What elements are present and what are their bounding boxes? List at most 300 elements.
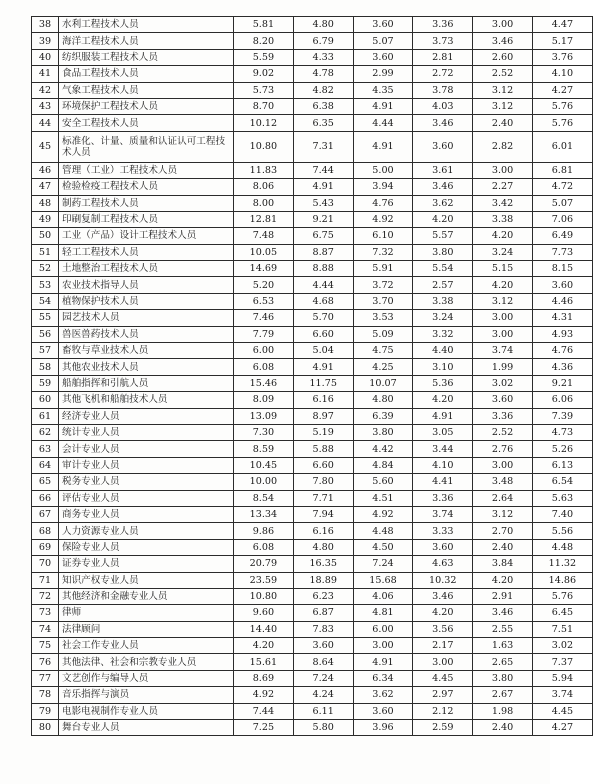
value-cell: 4.91 xyxy=(293,359,353,375)
value-cell: 3.00 xyxy=(413,654,473,670)
value-cell: 4.92 xyxy=(234,687,294,703)
value-cell: 3.24 xyxy=(413,310,473,326)
value-cell: 4.24 xyxy=(293,687,353,703)
row-number: 45 xyxy=(32,131,59,162)
occupation-name: 安全工程技术人员 xyxy=(59,115,234,131)
value-cell: 7.83 xyxy=(293,621,353,637)
value-cell: 4.20 xyxy=(234,638,294,654)
occupation-name: 会计专业人员 xyxy=(59,441,234,457)
table-row xyxy=(32,556,593,572)
value-cell: 2.40 xyxy=(473,720,533,736)
value-cell: 7.39 xyxy=(532,408,592,424)
row-number: 70 xyxy=(32,556,59,572)
value-cell: 5.57 xyxy=(413,228,473,244)
value-cell: 3.36 xyxy=(413,17,473,33)
value-cell: 3.46 xyxy=(473,33,533,49)
value-cell: 13.34 xyxy=(234,506,294,522)
table-row xyxy=(32,162,593,178)
occupation-name: 人力资源专业人员 xyxy=(59,523,234,539)
value-cell: 4.41 xyxy=(413,474,473,490)
value-cell: 4.92 xyxy=(353,211,413,227)
value-cell: 13.09 xyxy=(234,408,294,424)
value-cell: 10.12 xyxy=(234,115,294,131)
table-row xyxy=(32,33,593,49)
value-cell: 1.63 xyxy=(473,638,533,654)
value-cell: 3.46 xyxy=(413,179,473,195)
value-cell: 2.40 xyxy=(473,539,533,555)
row-number: 76 xyxy=(32,654,59,670)
row-number: 78 xyxy=(32,687,59,703)
value-cell: 3.00 xyxy=(473,326,533,342)
value-cell: 5.04 xyxy=(293,343,353,359)
occupation-name: 知识产权专业人员 xyxy=(59,572,234,588)
table-row xyxy=(32,703,593,719)
value-cell: 3.60 xyxy=(532,277,592,293)
table-row xyxy=(32,310,593,326)
occupation-name: 其他经济和金融专业人员 xyxy=(59,588,234,604)
row-number: 71 xyxy=(32,572,59,588)
value-cell: 23.59 xyxy=(234,572,294,588)
value-cell: 2.57 xyxy=(413,277,473,293)
table-row xyxy=(32,490,593,506)
value-cell: 5.70 xyxy=(293,310,353,326)
value-cell: 8.00 xyxy=(234,195,294,211)
value-cell: 14.69 xyxy=(234,261,294,277)
value-cell: 20.79 xyxy=(234,556,294,572)
value-cell: 3.48 xyxy=(473,474,533,490)
value-cell: 2.72 xyxy=(413,66,473,82)
occupation-name: 园艺技术人员 xyxy=(59,310,234,326)
value-cell: 8.87 xyxy=(293,244,353,260)
row-number: 41 xyxy=(32,66,59,82)
value-cell: 3.70 xyxy=(353,293,413,309)
value-cell: 3.74 xyxy=(413,506,473,522)
value-cell: 5.54 xyxy=(413,261,473,277)
value-cell: 3.12 xyxy=(473,293,533,309)
value-cell: 6.00 xyxy=(353,621,413,637)
value-cell: 4.48 xyxy=(353,523,413,539)
value-cell: 6.01 xyxy=(532,131,592,162)
value-cell: 5.00 xyxy=(353,162,413,178)
value-cell: 14.40 xyxy=(234,621,294,637)
occupation-name: 工业（产品）设计工程技术人员 xyxy=(59,228,234,244)
value-cell: 10.80 xyxy=(234,131,294,162)
value-cell: 4.20 xyxy=(473,572,533,588)
value-cell: 9.02 xyxy=(234,66,294,82)
value-cell: 7.46 xyxy=(234,310,294,326)
value-cell: 3.36 xyxy=(473,408,533,424)
value-cell: 8.64 xyxy=(293,654,353,670)
row-number: 74 xyxy=(32,621,59,637)
occupation-name: 食品工程技术人员 xyxy=(59,66,234,82)
row-number: 43 xyxy=(32,98,59,114)
occupation-name: 水利工程技术人员 xyxy=(59,17,234,33)
table-row xyxy=(32,588,593,604)
value-cell: 10.80 xyxy=(234,588,294,604)
row-number: 52 xyxy=(32,261,59,277)
value-cell: 4.20 xyxy=(473,228,533,244)
value-cell: 4.06 xyxy=(353,588,413,604)
value-cell: 3.46 xyxy=(413,115,473,131)
value-cell: 3.60 xyxy=(353,17,413,33)
table-row xyxy=(32,131,593,162)
value-cell: 4.80 xyxy=(293,17,353,33)
value-cell: 4.75 xyxy=(353,343,413,359)
value-cell: 3.05 xyxy=(413,424,473,440)
row-number: 59 xyxy=(32,375,59,391)
value-cell: 8.54 xyxy=(234,490,294,506)
value-cell: 5.94 xyxy=(532,670,592,686)
table-row xyxy=(32,277,593,293)
value-cell: 3.73 xyxy=(413,33,473,49)
value-cell: 3.12 xyxy=(473,82,533,98)
occupation-name: 商务专业人员 xyxy=(59,506,234,522)
value-cell: 5.76 xyxy=(532,588,592,604)
value-cell: 3.46 xyxy=(473,605,533,621)
value-cell: 4.80 xyxy=(353,392,413,408)
value-cell: 4.45 xyxy=(413,670,473,686)
occupation-name: 审计专业人员 xyxy=(59,457,234,473)
occupation-name: 轻工工程技术人员 xyxy=(59,244,234,260)
row-number: 63 xyxy=(32,441,59,457)
value-cell: 4.45 xyxy=(532,703,592,719)
value-cell: 8.15 xyxy=(532,261,592,277)
value-cell: 11.75 xyxy=(293,375,353,391)
occupation-name: 植物保护技术人员 xyxy=(59,293,234,309)
row-number: 55 xyxy=(32,310,59,326)
table-row xyxy=(32,720,593,736)
value-cell: 2.17 xyxy=(413,638,473,654)
value-cell: 6.60 xyxy=(293,457,353,473)
occupation-name: 文艺创作与编导人员 xyxy=(59,670,234,686)
value-cell: 3.10 xyxy=(413,359,473,375)
table-row xyxy=(32,539,593,555)
table-row xyxy=(32,228,593,244)
table-row xyxy=(32,49,593,65)
table-row xyxy=(32,408,593,424)
value-cell: 7.73 xyxy=(532,244,592,260)
occupation-name: 土地整治工程技术人员 xyxy=(59,261,234,277)
value-cell: 4.20 xyxy=(413,211,473,227)
value-cell: 4.76 xyxy=(353,195,413,211)
table-row xyxy=(32,98,593,114)
value-cell: 5.09 xyxy=(353,326,413,342)
value-cell: 4.42 xyxy=(353,441,413,457)
table-row xyxy=(32,211,593,227)
value-cell: 6.13 xyxy=(532,457,592,473)
row-number: 80 xyxy=(32,720,59,736)
value-cell: 3.60 xyxy=(293,638,353,654)
value-cell: 6.34 xyxy=(353,670,413,686)
table-row xyxy=(32,474,593,490)
row-number: 50 xyxy=(32,228,59,244)
value-cell: 3.32 xyxy=(413,326,473,342)
value-cell: 9.86 xyxy=(234,523,294,539)
row-number: 54 xyxy=(32,293,59,309)
value-cell: 2.65 xyxy=(473,654,533,670)
value-cell: 3.00 xyxy=(473,457,533,473)
value-cell: 5.81 xyxy=(234,17,294,33)
table-row xyxy=(32,687,593,703)
value-cell: 3.80 xyxy=(353,424,413,440)
value-cell: 6.16 xyxy=(293,523,353,539)
value-cell: 3.72 xyxy=(353,277,413,293)
value-cell: 5.59 xyxy=(234,49,294,65)
value-cell: 2.52 xyxy=(473,66,533,82)
value-cell: 6.10 xyxy=(353,228,413,244)
value-cell: 7.44 xyxy=(234,703,294,719)
row-number: 53 xyxy=(32,277,59,293)
row-number: 77 xyxy=(32,670,59,686)
value-cell: 6.54 xyxy=(532,474,592,490)
value-cell: 16.35 xyxy=(293,556,353,572)
value-cell: 5.56 xyxy=(532,523,592,539)
value-cell: 4.47 xyxy=(532,17,592,33)
occupation-name: 制药工程技术人员 xyxy=(59,195,234,211)
table-row xyxy=(32,375,593,391)
value-cell: 4.91 xyxy=(353,654,413,670)
value-cell: 6.75 xyxy=(293,228,353,244)
table-row xyxy=(32,293,593,309)
value-cell: 4.93 xyxy=(532,326,592,342)
table-row xyxy=(32,506,593,522)
value-cell: 5.73 xyxy=(234,82,294,98)
occupation-name: 检验检疫工程技术人员 xyxy=(59,179,234,195)
value-cell: 7.31 xyxy=(293,131,353,162)
value-cell: 11.83 xyxy=(234,162,294,178)
occupation-name: 经济专业人员 xyxy=(59,408,234,424)
value-cell: 15.68 xyxy=(353,572,413,588)
value-cell: 8.70 xyxy=(234,98,294,114)
value-cell: 5.76 xyxy=(532,115,592,131)
value-cell: 4.91 xyxy=(353,131,413,162)
row-number: 75 xyxy=(32,638,59,654)
value-cell: 6.49 xyxy=(532,228,592,244)
row-number: 47 xyxy=(32,179,59,195)
value-cell: 5.60 xyxy=(353,474,413,490)
value-cell: 9.21 xyxy=(293,211,353,227)
value-cell: 6.35 xyxy=(293,115,353,131)
value-cell: 5.76 xyxy=(532,98,592,114)
salary-data-table xyxy=(31,16,593,736)
value-cell: 2.81 xyxy=(413,49,473,65)
row-number: 40 xyxy=(32,49,59,65)
value-cell: 6.53 xyxy=(234,293,294,309)
value-cell: 7.48 xyxy=(234,228,294,244)
table-row xyxy=(32,457,593,473)
value-cell: 3.12 xyxy=(473,506,533,522)
value-cell: 5.20 xyxy=(234,277,294,293)
value-cell: 5.07 xyxy=(532,195,592,211)
occupation-name: 统计专业人员 xyxy=(59,424,234,440)
row-number: 46 xyxy=(32,162,59,178)
value-cell: 2.64 xyxy=(473,490,533,506)
value-cell: 5.36 xyxy=(413,375,473,391)
value-cell: 2.59 xyxy=(413,720,473,736)
value-cell: 11.32 xyxy=(532,556,592,572)
value-cell: 4.27 xyxy=(532,720,592,736)
value-cell: 1.98 xyxy=(473,703,533,719)
value-cell: 7.06 xyxy=(532,211,592,227)
table-row xyxy=(32,654,593,670)
value-cell: 4.35 xyxy=(353,82,413,98)
occupation-name: 海洋工程技术人员 xyxy=(59,33,234,49)
occupation-name: 纺织服装工程技术人员 xyxy=(59,49,234,65)
row-number: 48 xyxy=(32,195,59,211)
occupation-name: 税务专业人员 xyxy=(59,474,234,490)
value-cell: 3.62 xyxy=(353,687,413,703)
row-number: 58 xyxy=(32,359,59,375)
value-cell: 2.99 xyxy=(353,66,413,82)
value-cell: 8.59 xyxy=(234,441,294,457)
value-cell: 4.72 xyxy=(532,179,592,195)
value-cell: 7.80 xyxy=(293,474,353,490)
value-cell: 7.71 xyxy=(293,490,353,506)
value-cell: 2.40 xyxy=(473,115,533,131)
occupation-name: 印刷复制工程技术人员 xyxy=(59,211,234,227)
table-row xyxy=(32,17,593,33)
value-cell: 2.97 xyxy=(413,687,473,703)
value-cell: 3.74 xyxy=(532,687,592,703)
value-cell: 6.11 xyxy=(293,703,353,719)
value-cell: 8.69 xyxy=(234,670,294,686)
value-cell: 2.76 xyxy=(473,441,533,457)
value-cell: 2.12 xyxy=(413,703,473,719)
value-cell: 3.61 xyxy=(413,162,473,178)
table-row xyxy=(32,621,593,637)
value-cell: 3.94 xyxy=(353,179,413,195)
value-cell: 7.79 xyxy=(234,326,294,342)
value-cell: 8.20 xyxy=(234,33,294,49)
value-cell: 4.46 xyxy=(532,293,592,309)
value-cell: 4.27 xyxy=(532,82,592,98)
value-cell: 3.36 xyxy=(413,490,473,506)
occupation-name: 标准化、计量、质量和认证认可工程技术人员 xyxy=(59,131,234,162)
value-cell: 6.00 xyxy=(234,343,294,359)
value-cell: 4.51 xyxy=(353,490,413,506)
value-cell: 4.82 xyxy=(293,82,353,98)
value-cell: 4.73 xyxy=(532,424,592,440)
row-number: 69 xyxy=(32,539,59,555)
row-number: 66 xyxy=(32,490,59,506)
value-cell: 6.06 xyxy=(532,392,592,408)
row-number: 51 xyxy=(32,244,59,260)
value-cell: 3.60 xyxy=(413,539,473,555)
value-cell: 4.78 xyxy=(293,66,353,82)
value-cell: 7.25 xyxy=(234,720,294,736)
value-cell: 3.74 xyxy=(473,343,533,359)
row-number: 73 xyxy=(32,605,59,621)
value-cell: 10.00 xyxy=(234,474,294,490)
row-number: 44 xyxy=(32,115,59,131)
value-cell: 10.07 xyxy=(353,375,413,391)
table-row xyxy=(32,605,593,621)
value-cell: 3.60 xyxy=(353,49,413,65)
value-cell: 8.09 xyxy=(234,392,294,408)
occupation-name: 电影电视制作专业人员 xyxy=(59,703,234,719)
value-cell: 4.80 xyxy=(293,539,353,555)
value-cell: 1.99 xyxy=(473,359,533,375)
table-row xyxy=(32,359,593,375)
value-cell: 6.16 xyxy=(293,392,353,408)
table-row xyxy=(32,392,593,408)
row-number: 67 xyxy=(32,506,59,522)
value-cell: 7.30 xyxy=(234,424,294,440)
value-cell: 5.88 xyxy=(293,441,353,457)
value-cell: 3.42 xyxy=(473,195,533,211)
value-cell: 4.48 xyxy=(532,539,592,555)
occupation-name: 保险专业人员 xyxy=(59,539,234,555)
occupation-name: 其他农业技术人员 xyxy=(59,359,234,375)
value-cell: 4.20 xyxy=(473,277,533,293)
table-row xyxy=(32,66,593,82)
value-cell: 7.51 xyxy=(532,621,592,637)
table-row xyxy=(32,441,593,457)
value-cell: 2.82 xyxy=(473,131,533,162)
value-cell: 3.62 xyxy=(413,195,473,211)
value-cell: 3.60 xyxy=(473,392,533,408)
value-cell: 12.81 xyxy=(234,211,294,227)
value-cell: 5.91 xyxy=(353,261,413,277)
value-cell: 3.80 xyxy=(413,244,473,260)
value-cell: 8.88 xyxy=(293,261,353,277)
occupation-name: 农业技术指导人员 xyxy=(59,277,234,293)
value-cell: 6.45 xyxy=(532,605,592,621)
row-number: 61 xyxy=(32,408,59,424)
occupation-name: 船舶指挥和引航人员 xyxy=(59,375,234,391)
value-cell: 4.68 xyxy=(293,293,353,309)
value-cell: 3.53 xyxy=(353,310,413,326)
table-body xyxy=(32,17,593,736)
value-cell: 6.08 xyxy=(234,359,294,375)
value-cell: 4.44 xyxy=(353,115,413,131)
value-cell: 7.44 xyxy=(293,162,353,178)
value-cell: 7.32 xyxy=(353,244,413,260)
value-cell: 3.24 xyxy=(473,244,533,260)
value-cell: 6.60 xyxy=(293,326,353,342)
value-cell: 2.52 xyxy=(473,424,533,440)
row-number: 56 xyxy=(32,326,59,342)
value-cell: 3.76 xyxy=(532,49,592,65)
table-row xyxy=(32,343,593,359)
table-row xyxy=(32,261,593,277)
row-number: 42 xyxy=(32,82,59,98)
value-cell: 3.33 xyxy=(413,523,473,539)
row-number: 38 xyxy=(32,17,59,33)
value-cell: 3.00 xyxy=(353,638,413,654)
value-cell: 4.44 xyxy=(293,277,353,293)
value-cell: 2.91 xyxy=(473,588,533,604)
table-row xyxy=(32,523,593,539)
value-cell: 4.25 xyxy=(353,359,413,375)
value-cell: 18.89 xyxy=(293,572,353,588)
row-number: 62 xyxy=(32,424,59,440)
value-cell: 3.00 xyxy=(473,162,533,178)
value-cell: 4.33 xyxy=(293,49,353,65)
value-cell: 2.27 xyxy=(473,179,533,195)
value-cell: 4.10 xyxy=(532,66,592,82)
table-row xyxy=(32,244,593,260)
value-cell: 4.20 xyxy=(413,605,473,621)
table-row xyxy=(32,115,593,131)
value-cell: 3.96 xyxy=(353,720,413,736)
row-number: 79 xyxy=(32,703,59,719)
value-cell: 8.06 xyxy=(234,179,294,195)
value-cell: 3.44 xyxy=(413,441,473,457)
value-cell: 4.84 xyxy=(353,457,413,473)
value-cell: 4.92 xyxy=(353,506,413,522)
row-number: 49 xyxy=(32,211,59,227)
